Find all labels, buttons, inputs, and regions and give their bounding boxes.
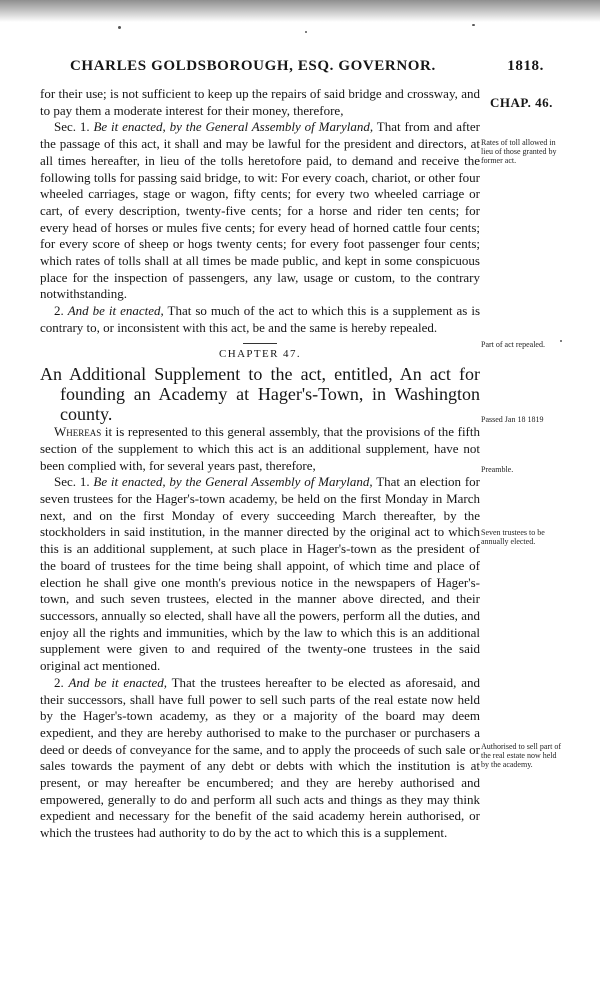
scan-edge-shadow <box>0 0 600 22</box>
print-speck <box>472 24 475 26</box>
ch47-section-2 <box>40 675 480 842</box>
enacting-clause: Be it enacted, by the General Assembly of Maryland, <box>93 119 374 135</box>
enacting-clause: Be it enacted, by the General Assembly of Maryland, <box>93 474 373 490</box>
opening-paragraph <box>40 86 480 119</box>
section-number: Sec. 1. <box>54 119 90 135</box>
margin-note-part-repealed: Part of act repealed. <box>481 340 545 349</box>
section-body: That an election for seven trustees for the Hager's-town academy, be held on the first Monday in March next, and on the first Monday of every succeeding March thereafter, by the stockholders in said institution, in the manner directed by the original act to which this is an additional supplement, at such place in Hager's-town as the president of the board of trustees for the time being shall appoint, of which time and place of election he shall give one month's previous notice in the newspapers of Hager's-town, and such seven trustees, elected in the manner above directed, and their successors, annually so elected, shall have all the powers, perform all the duties, and enjoy all the rights and immunities, which by the law to which this is an additional supplement were given to and required of the twenty-one trustees in the said original act mentioned. <box>40 474 481 674</box>
margin-note-seven-trustees: Seven trustees to be annually elected. <box>481 528 545 546</box>
running-header <box>70 58 544 80</box>
enacting-clause: And be it enacted, <box>68 674 168 690</box>
print-speck <box>118 26 121 29</box>
ch46-section-1 <box>40 119 480 303</box>
section-number: 2. <box>54 303 64 319</box>
chapter-47-heading: CHAPTER 47. <box>218 347 302 360</box>
margin-note-rates-of-toll: Rates of toll allowed in lieu of those granted by former act. <box>481 138 557 165</box>
section-number: Sec. 1. <box>54 474 90 490</box>
margin-note-authorised-to-sell: Authorised to sell part of the real estate now held by the academy. <box>481 742 561 769</box>
running-title: CHARLES GOLDSBOROUGH, ESQ. GOVERNOR. <box>70 58 436 74</box>
section-number: 2. <box>54 674 64 690</box>
main-text <box>40 86 480 842</box>
margin-note-preamble: Preamble. <box>481 465 514 474</box>
preamble-lead: Whereas <box>54 424 102 440</box>
chapter-47-title: An Additional Supplement to the act, entitled, An act for founding an Academy at Hager's-Town, in Washington county. <box>40 364 480 425</box>
preamble-body: it is represented to this general assembly, that the provisions of the fifth section of the supplement to which this act is an additional supplement, have not been complied with, for several years past, therefore, <box>40 424 480 473</box>
print-speck <box>305 31 307 33</box>
opening-text: for their use; is not sufficient to keep up the repairs of said bridge and crossway, and to pay them a moderate interest for their money, therefore, <box>40 86 480 118</box>
section-body: That from and after the passage of this act, it shall and may be lawful for the president and directors, at all times hereafter, in lieu of the tolls heretofore paid, to demand and receive the following tolls for passing said bridge, to wit: For every coach, chariot, or other four wheeled carriages, stage or wagon, fifty cents; for every two wheeled carriage or cart, of every description, twenty-five cents; for a horse and rider ten cents; for every head of horses or mules five cents; for every head of horned cattle four cents; for every score of sheep or hogs twenty cents; for every foot passenger four cents; which rates of tolls shall at all times be made public, and kept in some conspicuous place for the inspection of passengers, any law, usage or custom, to the contrary notwithstanding. <box>40 119 481 302</box>
section-body: That the trustees hereafter to be elected as aforesaid, and their successors, shall have full power to sell such parts of the real estate now held by the Hager's-town academy, as they or a majority of the board may deem expedient, and they are hereby authorised to make to the purchaser or purchasers a deed or deeds of conveyance for the same, and to apply the proceeds of such sale or sales towards the payment of any debt or debts with which the institution is at present, or may hereafter be encumbered; and they are hereby authorised and empowered, generally to do and perform all such acts and things as they may think expedient and necessary for the benefit of the said academy herein authorised, or which the trustees had authority to do by the act to which this is a supplement. <box>40 674 480 841</box>
ch46-section-2 <box>40 303 480 336</box>
page-year: 1818. <box>507 58 544 74</box>
preamble-paragraph <box>40 424 480 474</box>
margin-note-passed: Passed Jan 18 1819 <box>481 415 544 424</box>
ch47-section-1 <box>40 474 480 674</box>
chapter-separator-rule <box>243 343 277 344</box>
print-speck <box>560 340 562 342</box>
chapter-46-margin-label: CHAP. 46. <box>490 95 553 110</box>
enacting-clause: And be it enacted, <box>67 303 164 319</box>
section-body: That so much of the act to which this is a supplement as is contrary to, or inconsistent with this act, be and the same is hereby repealed. <box>40 303 480 335</box>
